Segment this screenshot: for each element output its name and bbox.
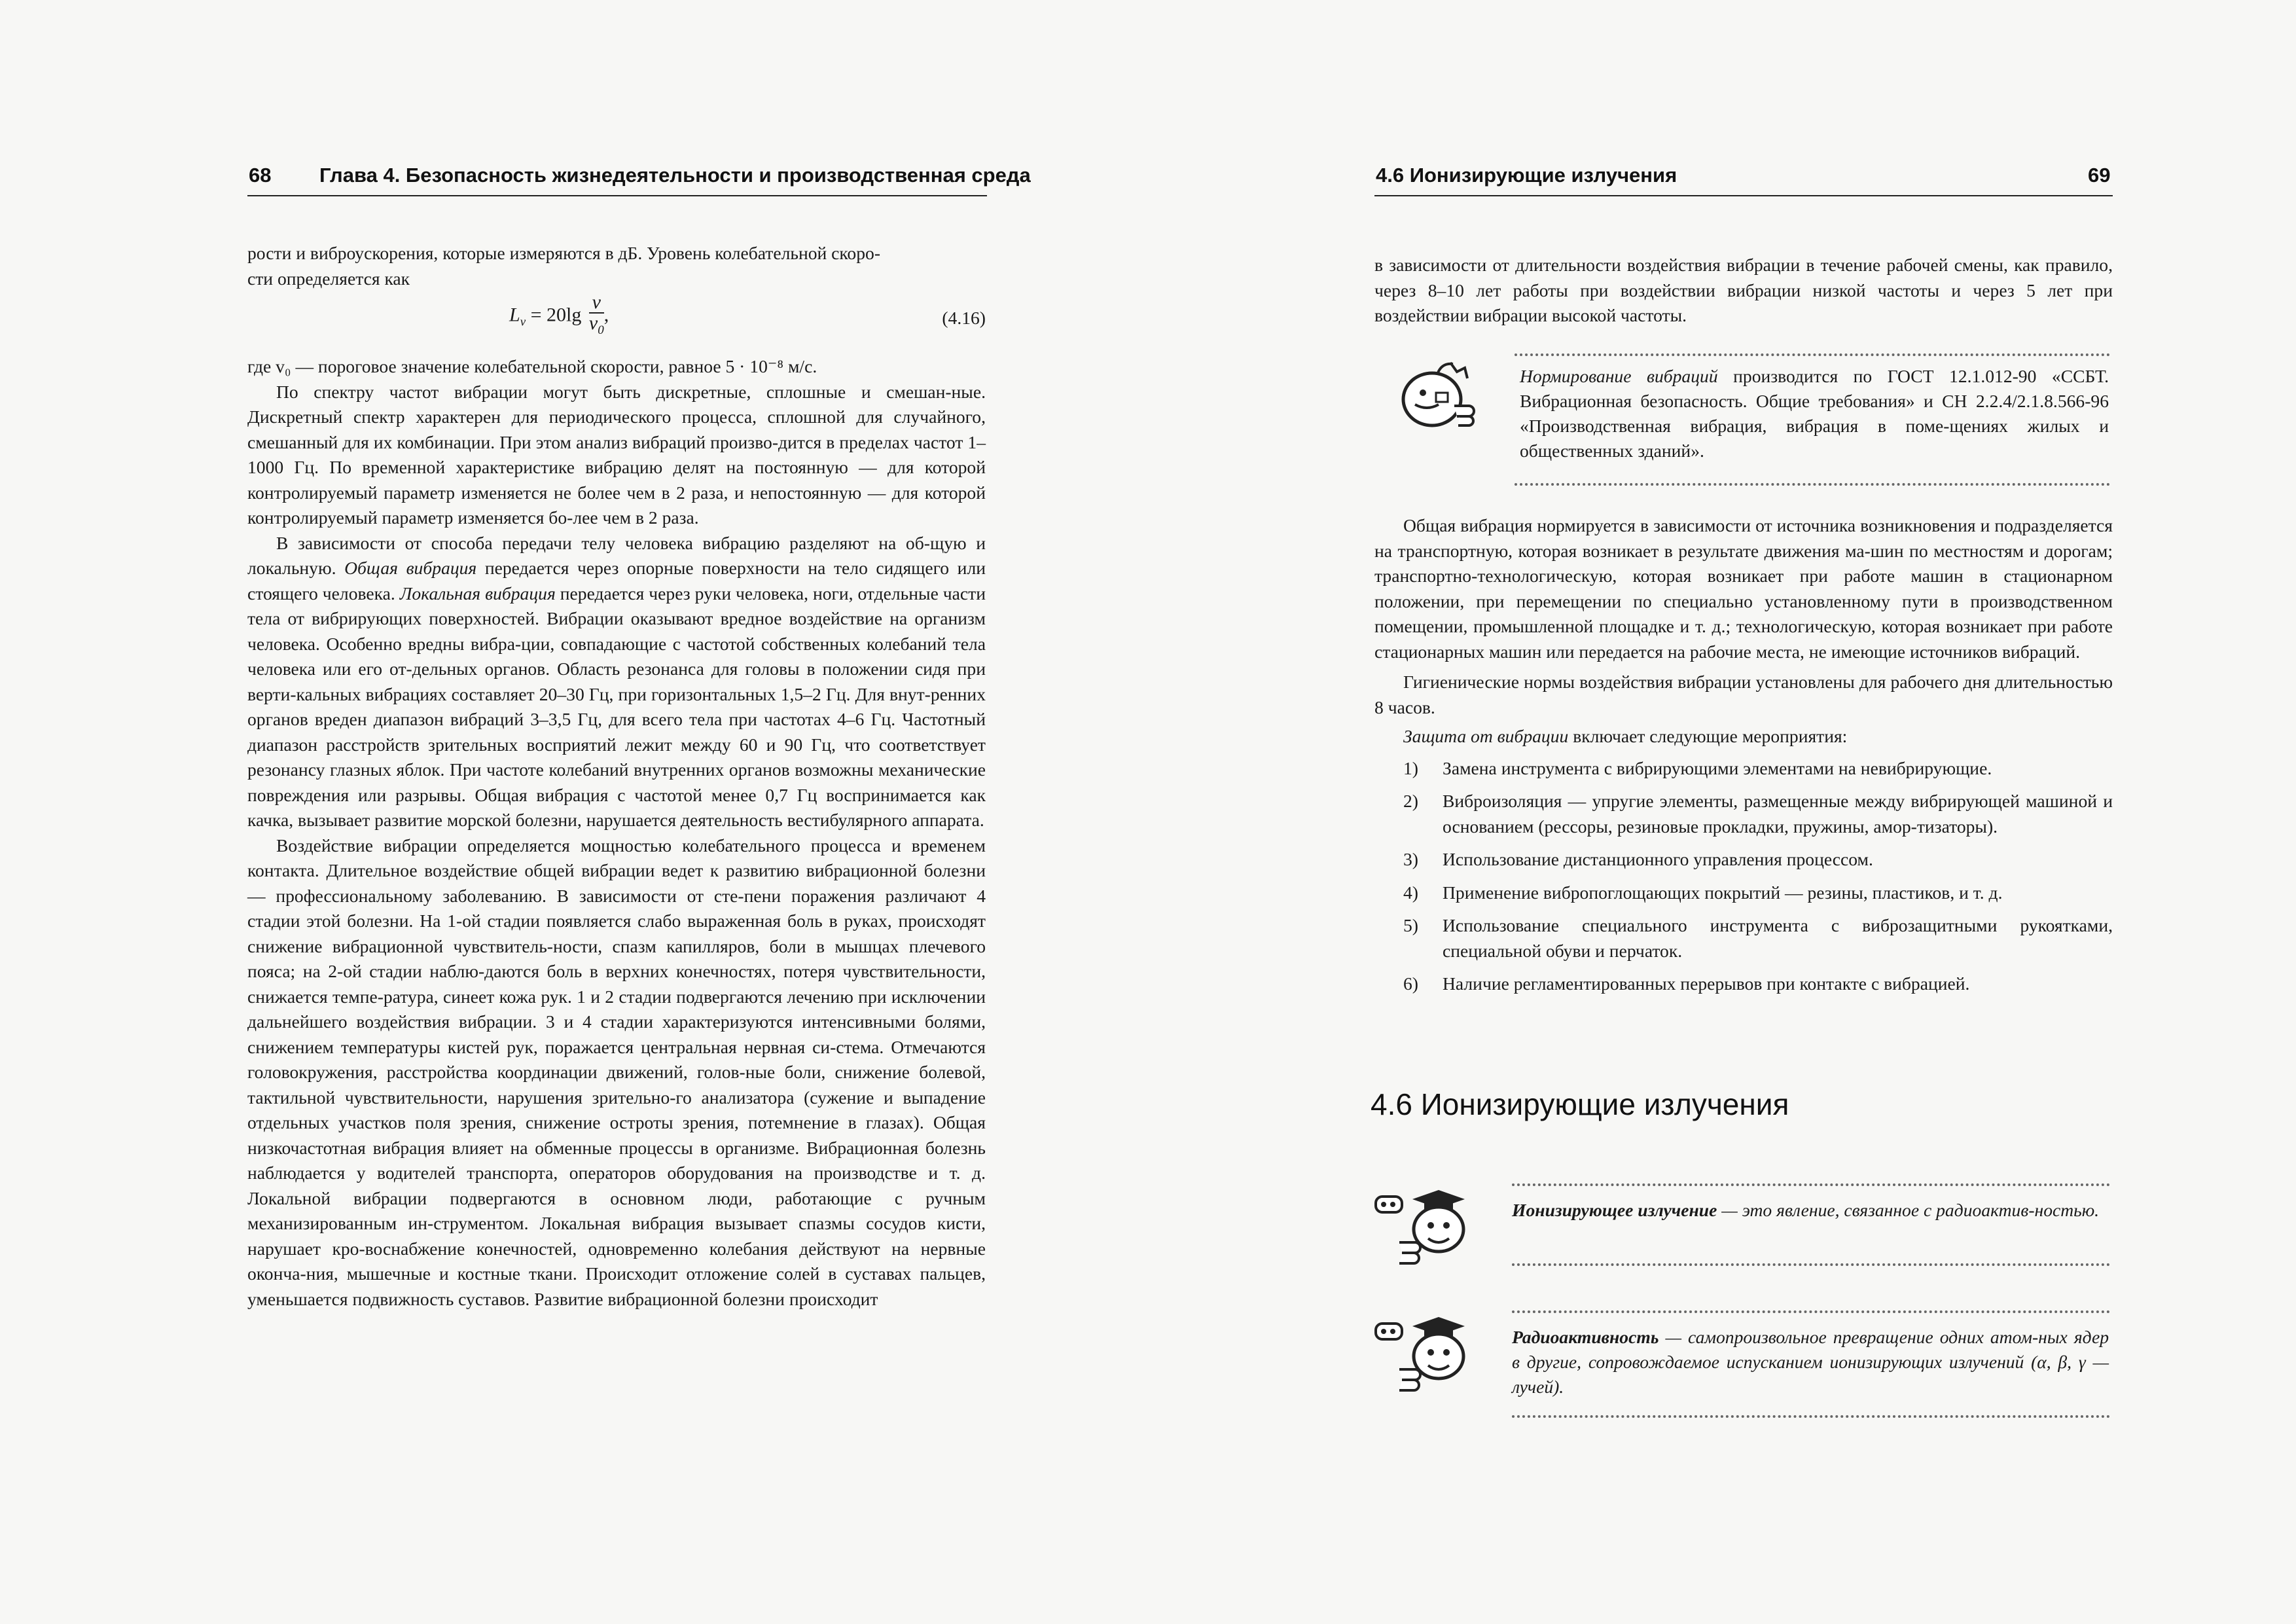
list-item-text: Замена инструмента с вибрирующими элементами на невибрирующие.: [1443, 757, 1992, 778]
page-number-right: 69: [2088, 164, 2111, 187]
formula-expr: = 20lg: [526, 304, 582, 326]
right-continuation: [1374, 253, 2113, 329]
left-body: [247, 241, 986, 1312]
term-normalization: Нормирование вибраций: [1520, 366, 1718, 386]
definition-top-divider: [1512, 1183, 2110, 1186]
definition-radioactivity-text: — самопроизвольное превращение одних атом-ных ядер в другие, сопровождаемое испусканием ионизирующих излучений (α, β, γ — лучей).: [1512, 1327, 2109, 1397]
term-protection: Защита от вибрации: [1403, 726, 1569, 746]
paragraph-continuation: в зависимости от длительности воздействия вибрации в течение рабочей смены, как правило, через 8–10 лет работы при воздействии вибрации низкой частоты и через 5 лет при воздействии вибрации высокой частоты.: [1374, 255, 2113, 325]
note-bottom-divider: [1515, 483, 2110, 486]
where-line: где v₀ — пороговое значение колебательной скорости, равное 5 · 10⁻⁸ м/с.: [247, 356, 817, 376]
formula-4-16: [247, 291, 986, 354]
list-item-number: 3): [1403, 849, 1418, 869]
header-rule-right: [1374, 195, 2113, 196]
formula-denominator: v: [588, 312, 598, 334]
note-top-divider: [1515, 353, 2110, 356]
term-local-vibration: Локальная вибрация: [399, 583, 556, 604]
intro-line: рости и виброускорения, которые измеряются в дБ. Уровень колебательной скоро-: [247, 243, 881, 263]
list-item-number: 4): [1403, 882, 1418, 903]
term-general-vibration: Общая вибрация: [344, 558, 477, 578]
transfer-start: В зависимости от способа передачи телу человека вибрацию разделяют на об-щую и локальную.: [247, 532, 986, 578]
formula-numerator: v: [589, 293, 604, 314]
paragraph-hygiene: Гигиенические нормы воздействия вибрации установлены для рабочего дня длительностью 8 часов.: [1374, 672, 2113, 717]
list-item-number: 5): [1403, 915, 1418, 935]
definition-radioactivity: [1512, 1325, 2109, 1399]
list-item-text: Использование специального инструмента с виброзащитными рукоятками, специальной обуви и перчаток.: [1443, 915, 2113, 961]
list-item-text: Виброизоляция — упругие элементы, размещенные между вибрирующей машиной и основанием (рессоры, резиновые прокладки, пружины, амор-тизаторы).: [1443, 791, 2113, 837]
list-item-text: Использование дистанционного управления процессом.: [1443, 849, 1873, 869]
list-item-text: Применение вибропоглощающих покрытий — резины, пластиков, и т. д.: [1443, 882, 2003, 903]
definition-ionizing: [1512, 1198, 2109, 1223]
list-item: [1374, 971, 2113, 997]
running-head-right: 4.6 Ионизирующие излучения: [1376, 164, 1677, 187]
note-normalization: [1520, 364, 2109, 463]
list-item-text: Наличие регламентированных перерывов при контакте с вибрацией.: [1443, 973, 1970, 994]
paragraph-transfer: [247, 531, 986, 833]
graduate-face-icon: [1373, 1305, 1471, 1397]
protection-text: включает следующие мероприятия:: [1568, 726, 1848, 746]
definition-bottom-divider: [1512, 1263, 2110, 1266]
intro-line: сти определяется как: [247, 268, 410, 289]
list-item: [1374, 847, 2113, 873]
header-rule-left: [247, 195, 987, 196]
page-number-left: 68: [249, 164, 272, 187]
formula-lhs-sub: v: [520, 315, 526, 329]
note-normalization-text: производится по ГОСТ 12.1.012-90 «ССБТ. Вибрационная безопасность. Общие требования» и СН 2.2.4/2.1.8.566-96 «Производственная вибрация, вибрация в поме-щениях жилых и общественных зданий».: [1520, 366, 2109, 461]
list-item-number: 6): [1403, 973, 1418, 994]
paragraph-general-vibration: Общая вибрация нормируется в зависимости от источника возникновения и подразделяется на транспортную, которая возникает в результате движения ма-шин по местностям и дорогам; транспортно-технологическую, которая возникает при работе машин в стационарном положении, при перемещении по специально установленному пути в производственном помещении, промышленной площадке и т. д.; технологическую, которая возникает при работе стационарных машин или передается на рабочие места, не имеющие источников вибраций.: [1374, 515, 2113, 662]
list-item: [1374, 756, 2113, 782]
list-item: [1374, 913, 2113, 964]
term-radioactivity: Радиоактивность: [1512, 1327, 1659, 1347]
definition-bottom-divider: [1512, 1415, 2110, 1418]
graduate-face-icon: [1373, 1178, 1471, 1270]
running-head-left: Глава 4. Безопасность жизнедеятельности и производственная среда: [319, 164, 1031, 187]
formula-number: (4.16): [942, 308, 986, 328]
list-item-number: 1): [1403, 757, 1418, 778]
term-ionizing-radiation: Ионизирующее излучение: [1512, 1200, 1717, 1220]
right-body: [1374, 513, 2113, 1005]
formula-denominator-sub: 0: [598, 323, 604, 337]
transfer-end: передается через руки человека, ноги, отдельные части тела от вибрирующих поверхностей. Вибрации оказывают вредное воздействие на организм человека. Особенно вредны вибра-ции, совпадающие с частотой собственных колебаний тела человека или его от-дельных органов. Область резонанса для головы в положении сидя при верти-кальных вибрациях составляет 20–30 Гц, при горизонтальных 1,5–2 Гц. Для внут-ренних органов вреден диапазон вибраций 3–3,5 Гц, для всего тела при частотах 4–6 Гц. Частотный диапазон расстройств зрительных восприятий лежит между 60 и 90 Гц, что соответствует резонансу глазных яблок. При частоте колебаний внутренних органов возможны механические повреждения или разрывы. Общая вибрация с частотой менее 0,7 Гц воспринимается как качка, вызывает развитие морской болезни, нарушается деятельность вестибулярного аппарата.: [247, 583, 986, 830]
paragraph-spectrum: По спектру частот вибрации могут быть дискретные, сплошные и смешан-ные. Дискретный спектр характерен для периодического процесса, сплошной для случайного, смешанный для их комбинации. При этом анализ вибраций произво-дится в пределах частот 1–1000 Гц. По временной характеристике вибрацию делят на постоянную — для которой контролируемый параметр изменяется не более чем в 2 раза, и непостоянную — для которой контролируемый параметр изменяется бо-лее чем в 2 раза.: [247, 381, 986, 528]
paragraph-disease: Воздействие вибрации определяется мощностью колебательного процесса и временем контакта. Длительное воздействие общей вибрации ведет к развитию вибрационной болезни — профессиональному заболеванию. В зависимости от сте-пени поражения различают 4 стадии этой болезни. На 1-ой стадии появляется слабо выраженная боль в руках, происходят снижение вибрационной чувствитель-ности, спазм капилляров, боли в мышцах плечевого пояса; на 2-ой стадии наблю-даются боль в верхних конечностях, потеря чувствительности, снижается темпе-ратура, синеет кожа рук. 1 и 2 стадии подвергаются лечению при исключении дальнейшего воздействия вибрации. 3 и 4 стадии характеризуются интенсивными болями, снижением температуры кистей рук, поражается центральная нервная си-стема. Отмечаются головокружения, расстройства координации движений, голов-ные боли, снижение болевой, тактильной чувствительности, нарушения зрительно-го анализатора (сужение и выпадение отдельных участков поля зрения, снижение остроты зрения, потемнение в глазах). Общая низкочастотная вибрация влияет на обменные процессы в организме. Вибрационная болезнь наблюдается у водителей транспорта, операторов оборудования на производстве и т. д. Локальной вибрации подвергаются в основном люди, работающие с ручным механизированным ин-струментом. Локальная вибрация вызывает спазмы сосудов кисти, нарушает кро-воснабжение конечностей, одновременно колебания действуют на нервные оконча-ния, мышечные и костные ткани. Происходит отложение солей в суставах пальцев, уменьшается подвижность суставов. Развитие вибрационной болезни происходит: [247, 835, 986, 1309]
transfer-mid: передается через опорные поверхности на тело сидящего или стоящего человека.: [247, 558, 986, 604]
right-page: [1148, 0, 2296, 1624]
definition-ionizing-text: — это явление, связанное с радиоактив-ностью.: [1717, 1200, 2100, 1220]
paragraph-protection: [1374, 724, 2113, 749]
protection-measures-list: [1374, 756, 2113, 997]
section-title: 4.6 Ионизирующие излучения: [1371, 1087, 1789, 1121]
list-item: [1374, 789, 2113, 839]
list-item: [1374, 880, 2113, 906]
formula-fraction: [589, 293, 604, 340]
definition-top-divider: [1512, 1310, 2110, 1313]
formula-lhs: L: [509, 304, 520, 326]
thinking-face-icon: [1397, 356, 1488, 437]
formula-tail: ,: [603, 304, 609, 326]
list-item-number: 2): [1403, 791, 1418, 811]
